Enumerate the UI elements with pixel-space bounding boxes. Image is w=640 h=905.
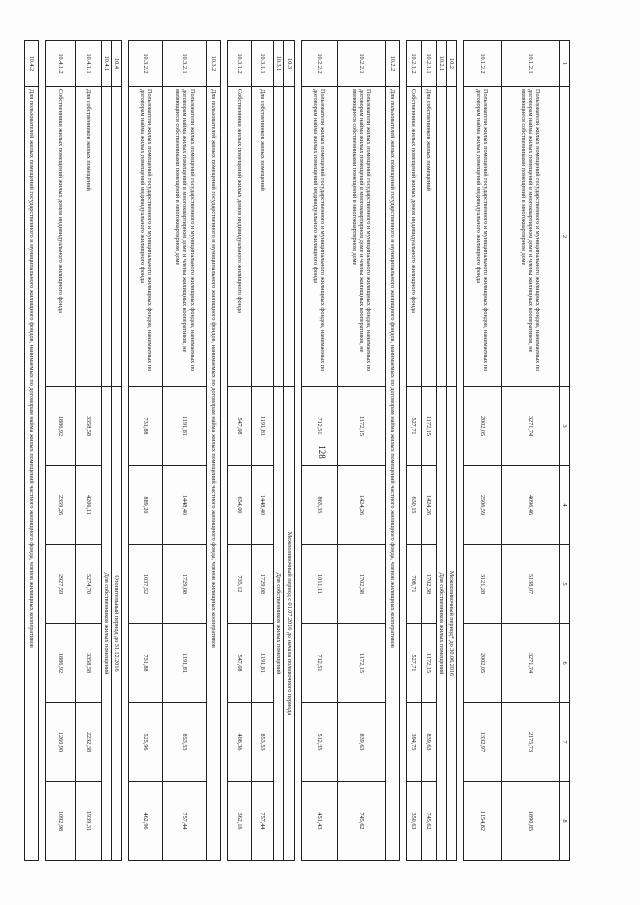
period-heading-row — [446, 41, 456, 861]
table-row — [163, 41, 207, 861]
table-row — [406, 41, 421, 861]
row-code: 10.3.2.2 — [129, 41, 163, 87]
tariff-value-cell: 462,96 — [129, 782, 163, 861]
empty-cell — [112, 87, 122, 387]
table-row — [76, 41, 102, 861]
tariff-value-cell: 839,63 — [421, 703, 436, 782]
tariff-value-cell: 1890,85 — [501, 782, 559, 861]
row-description: Собственники жилых помещений жилых домов индивидуального жилищного фонда — [228, 87, 252, 387]
tariff-value-cell: 2002,05 — [463, 387, 501, 466]
row-code: 10.3.1.2 — [228, 41, 252, 87]
row-code: 10.4 — [112, 41, 122, 87]
tariff-value-cell: 5138,07 — [501, 545, 559, 624]
tariff-value-cell: 889,20 — [129, 466, 163, 545]
row-description: Пользователи жилых помещений государственного и муниципального жилищных фондов, нанимаемых по договорам найма жилых помещений индивидуального жилищного фонда — [129, 87, 163, 387]
tariff-value-cell: 757,44 — [252, 782, 274, 861]
row-code: 10.1.2.2 — [463, 41, 501, 87]
tariff-value-cell: 2359,26 — [46, 466, 76, 545]
spacer-cell — [456, 41, 463, 861]
header-cell: 7 — [559, 703, 569, 782]
tariff-value-cell: 1702,38 — [421, 545, 436, 624]
period-heading-row — [284, 41, 294, 861]
row-code: 10.4.1.2 — [46, 41, 76, 87]
tariff-value-cell: 5274,70 — [76, 545, 102, 624]
tariff-value-cell: 1172,15 — [421, 387, 436, 466]
tariff-value-cell: 1011,11 — [301, 545, 337, 624]
row-code: 10.3 — [284, 41, 294, 87]
tariff-value-cell: 839,63 — [337, 703, 385, 782]
tariff-value-cell: 853,53 — [163, 703, 207, 782]
tariff-value-cell: 2175,73 — [501, 703, 559, 782]
tariff-value-cell: 745,62 — [421, 782, 436, 861]
tariff-value-cell: 1172,15 — [337, 387, 385, 466]
tariff-value-cell: 1172,15 — [337, 624, 385, 703]
row-code: 10.3.1.1 — [252, 41, 274, 87]
row-code: 10.3.2 — [207, 41, 221, 87]
row-code: 10.4.1 — [102, 41, 112, 87]
group-heading-row — [385, 41, 399, 861]
group-heading-row — [207, 41, 221, 861]
row-description: Собственники жилых помещений жилых домов индивидуального жилищного фонда — [406, 87, 421, 387]
spacer-cell — [294, 41, 301, 861]
tariff-value-cell: 2002,05 — [463, 624, 501, 703]
tariff-value-cell: 2927,59 — [46, 545, 76, 624]
table-row — [463, 41, 501, 861]
row-code: 10.2.2 — [385, 41, 399, 87]
tariff-value-cell: 1424,26 — [337, 466, 385, 545]
row-code: 10.2.2.1 — [337, 41, 385, 87]
group-heading: Для пользователей жилых помещений государственного и муниципального жилищного фондов, нанимаемых по договорам найма жилых помещений частного жилищного фонда, членов жилищных кооперативов — [385, 87, 399, 861]
table-row — [337, 41, 385, 861]
tariff-value-cell: 3271,74 — [501, 624, 559, 703]
tariff-value-cell: 1191,81 — [163, 387, 207, 466]
period-heading: Межполивочный период с 01.07.2016 до начала поливочного периода — [284, 387, 294, 861]
tariff-value-cell: 394,75 — [406, 703, 421, 782]
tariff-value-cell: 735,12 — [228, 545, 252, 624]
row-spacer — [399, 41, 406, 861]
row-description: Для собственников жилых помещений — [76, 87, 102, 387]
tariff-value-cell: 527,71 — [406, 624, 421, 703]
row-code: 10.2.1 — [436, 41, 446, 87]
table-row — [129, 41, 163, 861]
tariff-value-cell: 1260,90 — [46, 703, 76, 782]
spacer-cell — [122, 41, 129, 861]
tariff-value-cell: 1037,52 — [129, 545, 163, 624]
group-heading: Для пользователей жилых помещений государственного и муниципального жилищного фондов, нанимаемых по договорам найма жилых помещений частного жилищного фонда, членов жилищных кооперативов — [25, 87, 39, 861]
tariff-value-cell: 1332,97 — [463, 703, 501, 782]
tariff-value-cell: 731,88 — [129, 624, 163, 703]
period-heading: Для собственников жилых помещений — [102, 387, 112, 861]
tariff-value-cell: 712,51 — [301, 387, 337, 466]
tariff-value-cell: 4096,46 — [501, 466, 559, 545]
row-code: 10.2 — [446, 41, 456, 87]
tariff-value-cell: 2232,38 — [76, 703, 102, 782]
empty-cell — [436, 87, 446, 387]
tariff-value-cell: 1448,40 — [252, 466, 274, 545]
header-cell: 6 — [559, 624, 569, 703]
period-heading: Отопительный период до 31.12.2016 — [112, 387, 122, 861]
group-heading: Для пользователей жилых помещений государственного и муниципального жилищного фондов, нанимаемых по договорам найма жилых помещений частного жилищного фонда, членов жилищных кооперативов — [207, 87, 221, 861]
spacer-cell — [399, 41, 406, 861]
header-cell: 2 — [559, 87, 569, 387]
period-heading-row — [436, 41, 446, 861]
tariff-value-cell: 1729,08 — [163, 545, 207, 624]
row-code: 10.4.1.1 — [76, 41, 102, 87]
table-row — [301, 41, 337, 861]
tariff-value-cell: 350,63 — [406, 782, 421, 861]
tariff-value-cell: 853,53 — [252, 703, 274, 782]
tariff-value-cell: 1191,81 — [252, 387, 274, 466]
row-code: 10.2.2.2 — [301, 41, 337, 87]
header-row — [559, 41, 569, 861]
rotated-table-wrapper — [28, 40, 570, 860]
tariff-value-cell: 2506,59 — [463, 466, 501, 545]
period-heading-row — [274, 41, 284, 861]
group-heading-row — [25, 41, 39, 861]
row-description: Пользователи жилых помещений государственного и муниципального жилищных фондов, нанимаемых по договорам найма жилых помещений индивидуального жилищного фонда — [463, 87, 501, 387]
tariff-value-cell: 1191,81 — [163, 624, 207, 703]
row-description: Для собственников жилых помещений — [252, 87, 274, 387]
tariff-value-cell: 1092,98 — [46, 782, 76, 861]
tariff-value-cell: 712,51 — [301, 624, 337, 703]
table-row — [252, 41, 274, 861]
header-cell: 8 — [559, 782, 569, 861]
row-code: 10.2.1.2 — [406, 41, 421, 87]
period-heading: Для собственников жилых помещений — [436, 387, 446, 861]
empty-cell — [446, 87, 456, 387]
tariff-value-cell: 630,15 — [406, 466, 421, 545]
tariff-value-cell: 3121,28 — [463, 545, 501, 624]
row-code: 10.3.1 — [274, 41, 284, 87]
row-code: 10.3.2.1 — [163, 41, 207, 87]
period-heading-row — [112, 41, 122, 861]
tariff-value-cell: 451,43 — [301, 782, 337, 861]
empty-cell — [102, 87, 112, 387]
header-cell: 4 — [559, 466, 569, 545]
table-row — [228, 41, 252, 861]
period-heading-row — [102, 41, 112, 861]
period-heading: Для собственников жилых помещений — [274, 387, 284, 861]
header-cell: 1 — [559, 41, 569, 87]
row-spacer — [39, 41, 46, 861]
tariff-value-cell: 865,35 — [301, 466, 337, 545]
tariff-value-cell: 547,08 — [228, 624, 252, 703]
tariff-value-cell: 654,00 — [228, 466, 252, 545]
tariff-value-cell: 3358,58 — [76, 387, 102, 466]
row-description: Пользователи жилых помещений государственного и муниципального жилищных фондов, нанимаемых по договорам найма жилых помещений в многоквартирном доме и члены жилищных кооперативов, не являющиеся собственниками помещений в многоквартирном доме — [501, 87, 559, 387]
row-code: 10.2.1.1 — [421, 41, 436, 87]
tariff-value-cell: 1448,40 — [163, 466, 207, 545]
table-row — [46, 41, 76, 861]
tariff-value-cell: 362,16 — [228, 782, 252, 861]
page-number: 128 — [317, 445, 327, 459]
row-code: 10.4.2 — [25, 41, 39, 87]
tariff-value-cell: 1729,08 — [252, 545, 274, 624]
row-description: Пользователи жилых помещений государственного и муниципального жилищных фондов, нанимаемых по договорам найма жилых помещений индивидуального жилищного фонда — [301, 87, 337, 387]
empty-cell — [284, 87, 294, 387]
tariff-value-cell: 1939,31 — [76, 782, 102, 861]
tariff-value-cell: 1702,38 — [337, 545, 385, 624]
tariff-table — [24, 40, 570, 861]
tariff-value-cell: 708,71 — [406, 545, 421, 624]
tariff-value-cell: 3271,74 — [501, 387, 559, 466]
row-description: Собственники жилых помещений жилых домов индивидуального жилищного фонда — [46, 87, 76, 387]
tariff-value-cell: 512,35 — [301, 703, 337, 782]
spacer-cell — [221, 41, 228, 861]
row-spacer — [294, 41, 301, 861]
tariff-value-cell: 1886,92 — [46, 387, 76, 466]
tariff-value-cell: 4206,11 — [76, 466, 102, 545]
tariff-value-cell: 527,71 — [406, 387, 421, 466]
spacer-cell — [39, 41, 46, 861]
tariff-value-cell: 731,88 — [129, 387, 163, 466]
tariff-value-cell: 547,08 — [228, 387, 252, 466]
period-heading: Межполивочный период* до 30.06.2016 — [446, 387, 456, 861]
table-body — [25, 41, 560, 861]
tariff-value-cell: 3358,58 — [76, 624, 102, 703]
tariff-value-cell: 745,62 — [337, 782, 385, 861]
tariff-value-cell: 1154,82 — [463, 782, 501, 861]
tariff-value-cell: 1886,92 — [46, 624, 76, 703]
header-cell: 3 — [559, 387, 569, 466]
table-row — [421, 41, 436, 861]
row-spacer — [456, 41, 463, 861]
tariff-value-cell: 1172,15 — [421, 624, 436, 703]
tariff-value-cell: 1424,26 — [421, 466, 436, 545]
row-description: Для собственников жилых помещений — [421, 87, 436, 387]
empty-cell — [274, 87, 284, 387]
tariff-value-cell: 525,96 — [129, 703, 163, 782]
row-spacer — [221, 41, 228, 861]
tariff-value-cell: 1191,81 — [252, 624, 274, 703]
row-description: Пользователи жилых помещений государственного и муниципального жилищных фондов, нанимаемых по договорам найма жилых помещений в многоквартирном доме и члены жилищных кооперативов, не являющиеся собственниками помещений в многоквартирном доме — [163, 87, 207, 387]
tariff-value-cell: 408,36 — [228, 703, 252, 782]
tariff-value-cell: 757,44 — [163, 782, 207, 861]
row-spacer — [122, 41, 129, 861]
row-description: Пользователи жилых помещений государственного и муниципального жилищных фондов, нанимаемых по договорам найма жилых помещений в многоквартирном доме и члены жилищных кооперативов, не являющиеся собственниками помещений в многоквартирном доме — [337, 87, 385, 387]
table-row — [501, 41, 559, 861]
header-cell: 5 — [559, 545, 569, 624]
row-code: 10.1.2.1 — [501, 41, 559, 87]
